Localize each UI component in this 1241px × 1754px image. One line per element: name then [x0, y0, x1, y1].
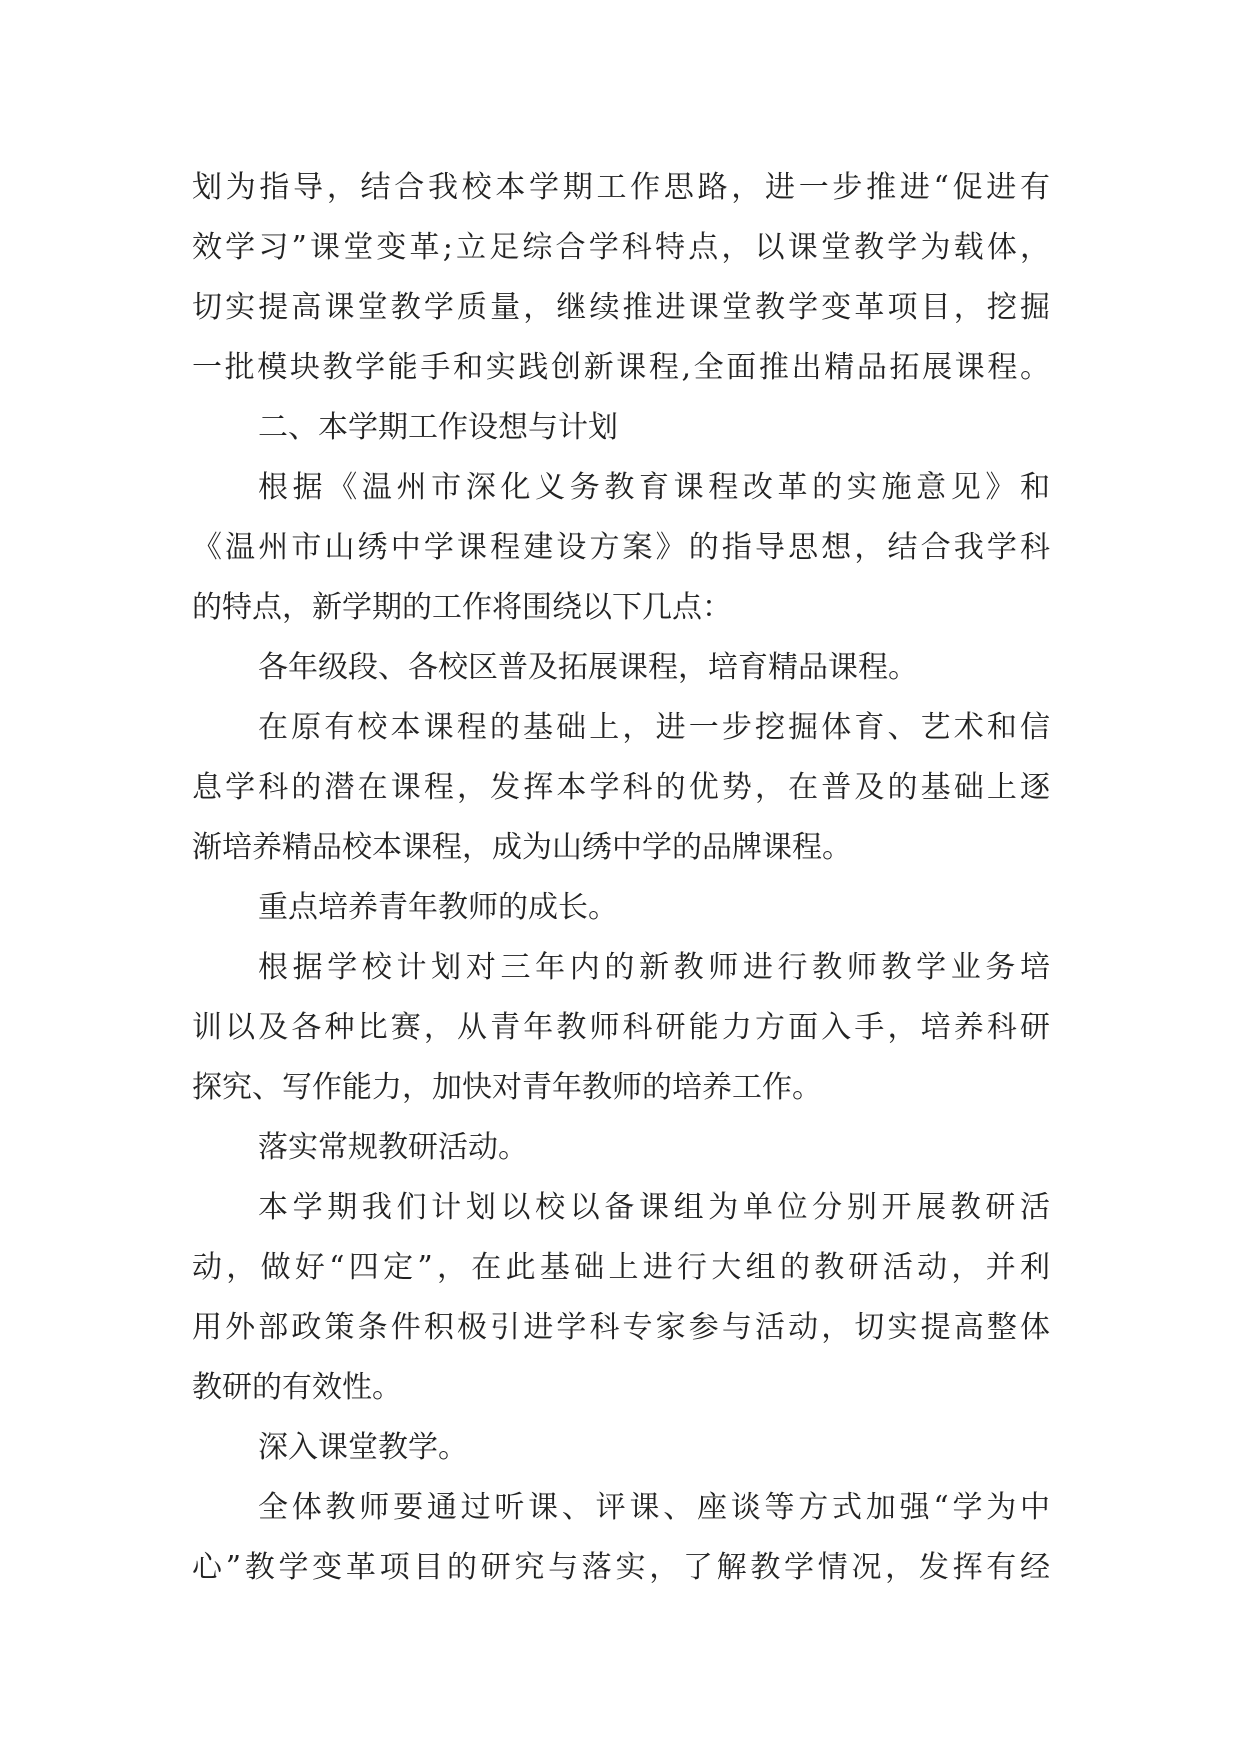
text-line: 《温州市山绣中学课程建设方案》的指导思想，结合我学科 — [192, 530, 1050, 565]
document-body — [192, 158, 1050, 1598]
text-line: 切实提高课堂教学质量，继续推进课堂教学变革项目，挖掘 — [192, 290, 1050, 325]
text-line: 划为指导，结合我校本学期工作思路，进一步推进“促进有 — [192, 170, 1050, 205]
text-line: 心”教学变革项目的研究与落实，了解教学情况，发挥有经 — [192, 1550, 1050, 1585]
text-line: 用外部政策条件积极引进学科专家参与活动，切实提高整体 — [192, 1310, 1050, 1345]
text-line: 效学习”课堂变革;立足综合学科特点，以课堂教学为载体， — [192, 230, 1050, 265]
text-line: 教研的有效性。 — [192, 1370, 402, 1405]
text-line: 深入课堂教学。 — [258, 1430, 468, 1465]
text-line: 在原有校本课程的基础上，进一步挖掘体育、艺术和信 — [258, 710, 1050, 745]
text-line: 探究、写作能力，加快对青年教师的培养工作。 — [192, 1070, 822, 1105]
text-line: 根据学校计划对三年内的新教师进行教师教学业务培 — [258, 950, 1050, 985]
text-line: 落实常规教研活动。 — [258, 1130, 528, 1165]
text-line: 息学科的潜在课程，发挥本学科的优势，在普及的基础上逐 — [192, 770, 1050, 805]
text-line: 全体教师要通过听课、评课、座谈等方式加强“学为中 — [258, 1490, 1050, 1525]
text-line: 重点培养青年教师的成长。 — [258, 890, 618, 925]
text-line: 二、本学期工作设想与计划 — [258, 410, 618, 445]
text-line: 动，做好“四定”，在此基础上进行大组的教研活动，并利 — [192, 1250, 1050, 1285]
text-line: 根据《温州市深化义务教育课程改革的实施意见》和 — [258, 470, 1050, 505]
text-line: 训以及各种比赛，从青年教师科研能力方面入手，培养科研 — [192, 1010, 1050, 1045]
text-line: 渐培养精品校本课程，成为山绣中学的品牌课程。 — [192, 830, 852, 865]
text-line: 各年级段、各校区普及拓展课程，培育精品课程。 — [258, 650, 918, 685]
text-line: 本学期我们计划以校以备课组为单位分别开展教研活 — [258, 1190, 1050, 1225]
text-line: 一批模块教学能手和实践创新课程,全面推出精品拓展课程。 — [192, 350, 1050, 385]
text-line: 的特点，新学期的工作将围绕以下几点： — [192, 590, 732, 625]
